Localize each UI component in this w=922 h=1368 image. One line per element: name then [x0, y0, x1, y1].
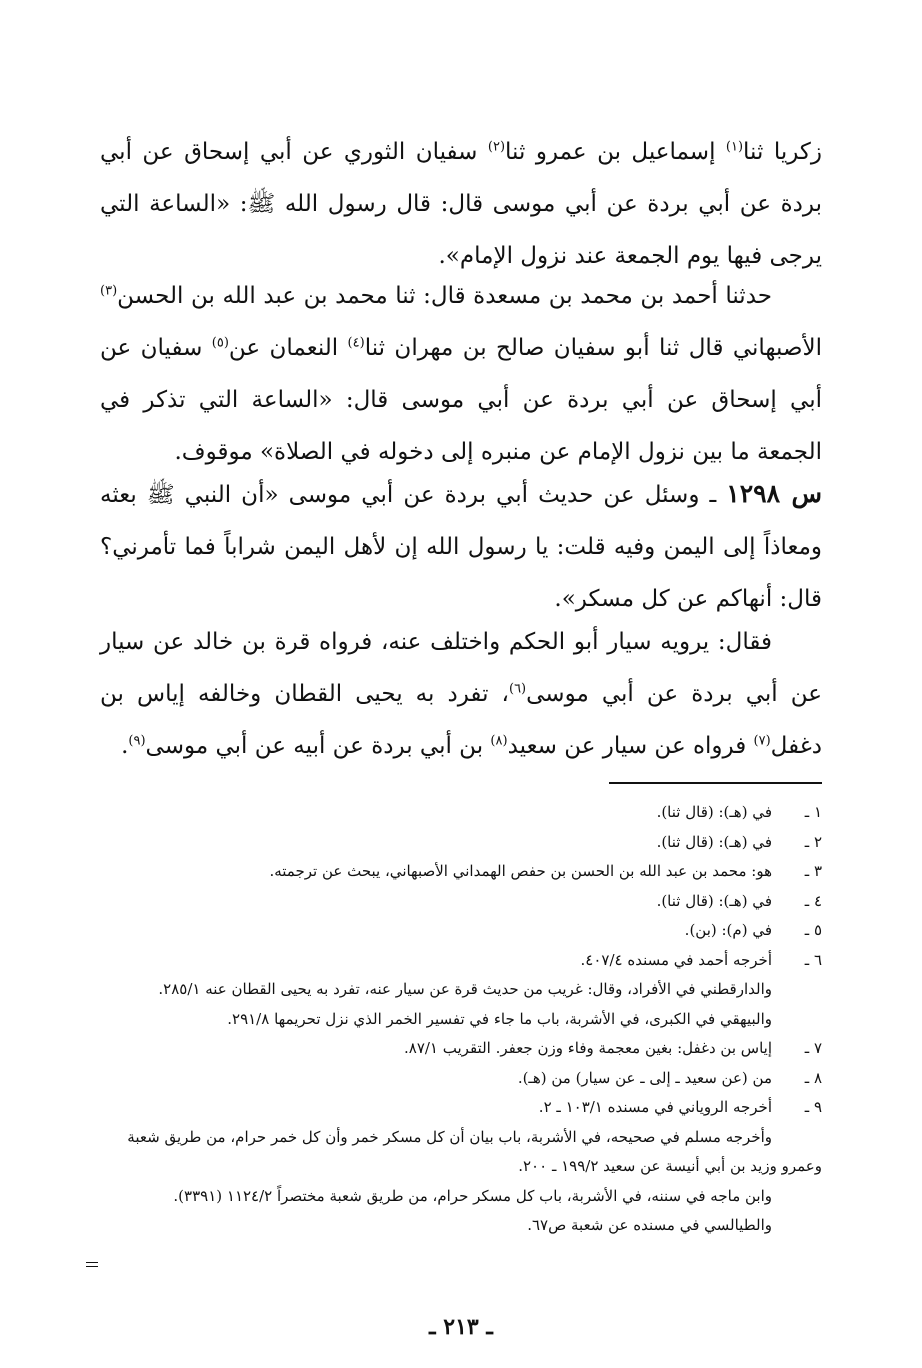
footnote-number: ٤ ـ	[804, 891, 822, 910]
footnote-number: ٧ ـ	[804, 1039, 822, 1057]
page-number: ـ ٢١٣ ـ	[429, 1314, 493, 1340]
footnote-text: هو: محمد بن عبد الله بن الحسن بن حفص الهمداني الأصبهاني، يبحث عن ترجمته.	[269, 862, 772, 880]
footnote-text: في (هـ): (قال ثنا).	[656, 803, 772, 821]
footnote-ref-7: (٧)	[753, 733, 771, 749]
paragraph-2-text: النعمان عن	[228, 335, 348, 361]
footnote-line	[100, 946, 822, 976]
answer-text: فرواه عن سيار عن سعيد	[507, 733, 754, 759]
footnote-text: وابن ماجه في سننه، في الأشربة، باب كل مسكر حرام، من طريق شعبة مختصراً ١١٢٤/٢ (٣٣٩١).	[173, 1186, 772, 1205]
footnote-ref-2: (٢)	[487, 139, 506, 155]
footnote-text: في (هـ): (قال ثنا).	[656, 832, 772, 851]
footnote-ref-3: (٣)	[100, 283, 118, 299]
footnote-line	[100, 975, 822, 1005]
paragraph-2-text: الأصبهاني قال ثنا أبو سفيان صالح بن مهران ثنا	[364, 335, 822, 361]
footnote-text: في (هـ): (قال ثنا).	[656, 891, 772, 910]
question-number: س ١٢٩٨	[726, 479, 822, 508]
paragraph-1-text: زكريا ثنا	[743, 139, 822, 165]
footnote-text: والبيهقي في الكبرى، في الأشربة، باب ما جاء في تفسير الخمر الذي نزل تحريمها ٢٩١/٨.	[227, 1009, 772, 1028]
footnote-divider	[609, 782, 822, 784]
answer-paragraph	[100, 616, 822, 772]
footnote-line	[100, 887, 822, 917]
paragraph-2-text: حدثنا أحمد بن محمد بن مسعدة قال: ثنا محمد بن عبد الله بن الحسن	[117, 283, 772, 309]
footnote-ref-4: (٤)	[347, 335, 365, 351]
footnote-text: والدارقطني في الأفراد، وقال: غريب من حديث قرة عن سيار عنه، تفرد به يحيى القطان عنه ٢٨٥/١.	[158, 980, 772, 998]
answer-text: بن أبي بردة عن أبيه عن أبي موسى	[145, 733, 491, 759]
margin-mark	[86, 1262, 98, 1267]
footnote-text: إياس بن دغفل: بغين معجمة وفاء وزن جعفر. التقريب ٨٧/١.	[403, 1039, 772, 1057]
footnote-line	[100, 1211, 822, 1241]
footnote-line	[100, 1064, 822, 1094]
footnote-text: وأخرجه مسلم في صحيحه، في الأشربة، باب بيان أن كل مسكر خمر وأن كل خمر حرام، من طريق شعبة وعمرو وزيد بن أبي أنيسة عن سعيد ١٩٩/٢ ـ ٢٠٠.	[127, 1127, 822, 1175]
answer-text: .	[121, 733, 129, 759]
footnote-line	[100, 798, 822, 828]
footnote-text: من (عن سعيد ـ إلى ـ عن سيار) من (هـ).	[517, 1068, 772, 1087]
paragraph-2	[100, 270, 822, 478]
footnote-ref-8: (٨)	[490, 733, 508, 749]
footnote-line	[100, 828, 822, 858]
question-text: ـ وسئل عن حديث أبي بردة عن أبي موسى «أن النبي ﷺ بعثه ومعاذاً إلى اليمن وفيه قلت: يا رسول الله إن لأهل اليمن شراباً فما تأمرني؟ قال: أنهاكم عن كل مسكر».	[100, 482, 822, 612]
footnote-line	[100, 1034, 822, 1064]
footnote-text: في (م): (بن).	[684, 921, 772, 939]
footnote-number: ١ ـ	[804, 803, 822, 821]
paragraph-1-text: سفيان الثوري عن أبي إسحاق عن أبي بردة عن أبي بردة عن أبي موسى قال: قال رسول الله ﷺ: «الساعة التي يرجى فيها يوم الجمعة عند نزول الإمام».	[100, 139, 822, 269]
footnote-ref-5: (٥)	[211, 335, 229, 351]
footnote-line	[100, 1005, 822, 1035]
footnote-line	[100, 1182, 822, 1212]
footnote-line	[100, 1123, 822, 1182]
footnote-ref-6: (٦)	[508, 681, 527, 697]
answer-text: ، تفرد به يحيى القطان وخالفه إياس بن دغفل	[100, 681, 822, 759]
footnote-text: أخرجه أحمد في مسنده ٤٠٧/٤.	[580, 950, 772, 969]
paragraph-2-text: سفيان عن أبي إسحاق عن أبي بردة عن أبي موسى قال: «الساعة التي تذكر في الجمعة ما بين نزول الإمام عن منبره إلى دخوله في الصلاة» موقوف.	[100, 335, 822, 465]
footnote-number: ٣ ـ	[804, 862, 822, 880]
footnote-number: ٨ ـ	[804, 1068, 822, 1087]
footnote-ref-9: (٩)	[128, 733, 146, 749]
paragraph-1	[100, 126, 822, 282]
footnote-number: ٥ ـ	[804, 921, 822, 939]
footnote-line	[100, 1093, 822, 1123]
footnote-number: ٩ ـ	[804, 1098, 822, 1116]
footnote-number: ٢ ـ	[804, 832, 822, 851]
footnotes-section	[100, 798, 822, 1241]
answer-text: فقال: يرويه سيار أبو الحكم واختلف عنه، فرواه قرة بن خالد عن سيار عن أبي بردة عن أبي موسى	[100, 629, 822, 707]
footnote-number: ٦ ـ	[804, 950, 822, 969]
footnote-line	[100, 857, 822, 887]
footnote-text: أخرجه الروياني في مسنده ١٠٣/١ ـ ٢.	[538, 1098, 772, 1116]
question-paragraph	[100, 468, 822, 625]
footnote-line	[100, 916, 822, 946]
footnote-text: والطيالسي في مسنده عن شعبة ص٦٧.	[527, 1216, 772, 1234]
footnote-ref-1: (١)	[725, 139, 744, 155]
paragraph-1-text: إسماعيل بن عمرو ثنا	[505, 139, 726, 165]
